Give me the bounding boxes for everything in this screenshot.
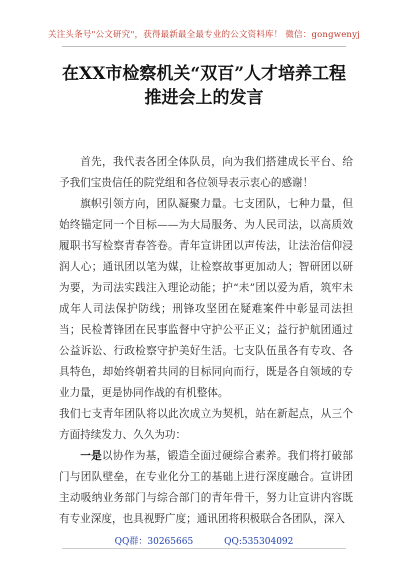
title-line-2: 推进会上的发言	[144, 88, 264, 108]
header-banner: 关注头条号"公文研究"，获得最新最全最专业的公文资料库！ 微信：gongwenyj	[48, 30, 360, 40]
document-title	[40, 62, 368, 110]
title-line-1: 在XX市检察机关“双百”人才培养工程	[62, 64, 346, 84]
paragraph-teams: 旗帜引领方向，团队凝聚力量。七支团队，七种力量，但始终锚定同一个目标——为大局服务、为人民司法，以高质效履职书写检察青春答卷。青年宣讲团以声传法，让法治信仰浸润人心；通讯团以笔为媒，让检察故事更加动人；智研团以研为要，为司法实践注入理论动能；护“未”团以爱为盾，筑牢未成年人司法保护防线；刑锋攻坚团在疑难案件中彰显司法担当；民检菁锋团在民事监督中守护公平正义；益行护航团通过公益诉讼、行政检察守护美好生活。七支队伍虽各有专攻、各具特色，却始终朝着共同的目标同向而行，既是各自领域的专业力量，更是协同作战的有机整体。	[59, 198, 353, 399]
document-body	[59, 152, 353, 530]
point-one-label: 一是	[80, 450, 103, 462]
footer	[0, 534, 408, 547]
footer-qq: QQ:535304092	[224, 537, 294, 547]
paragraph-thanks: 首先，我代表各团全体队员，向为我们搭建成长平台、给予我们宝贵信任的院党组和各位领导表示衷心的感谢！	[59, 156, 353, 189]
footer-qq-group: QQ群：30265665	[114, 537, 194, 547]
footer-divider	[62, 548, 346, 549]
paragraph-point-one	[59, 446, 353, 530]
header-divider	[62, 46, 346, 47]
point-one-text: 以协作为基，锻造全面过硬综合素养。我们将打破部门与团队壁垒，在专业化分工的基础上进行深度融合。宣讲团主动吸纳业务部门与综合部门的青年骨干，努力让宣讲内容既有专业深度，也具视野广度；通讯团将积极联合各团队，深入	[59, 450, 354, 525]
paragraph-plan: 我们七支青年团队将以此次成立为契机，站在新起点，从三个方面持续发力、久久为功：	[59, 408, 353, 441]
